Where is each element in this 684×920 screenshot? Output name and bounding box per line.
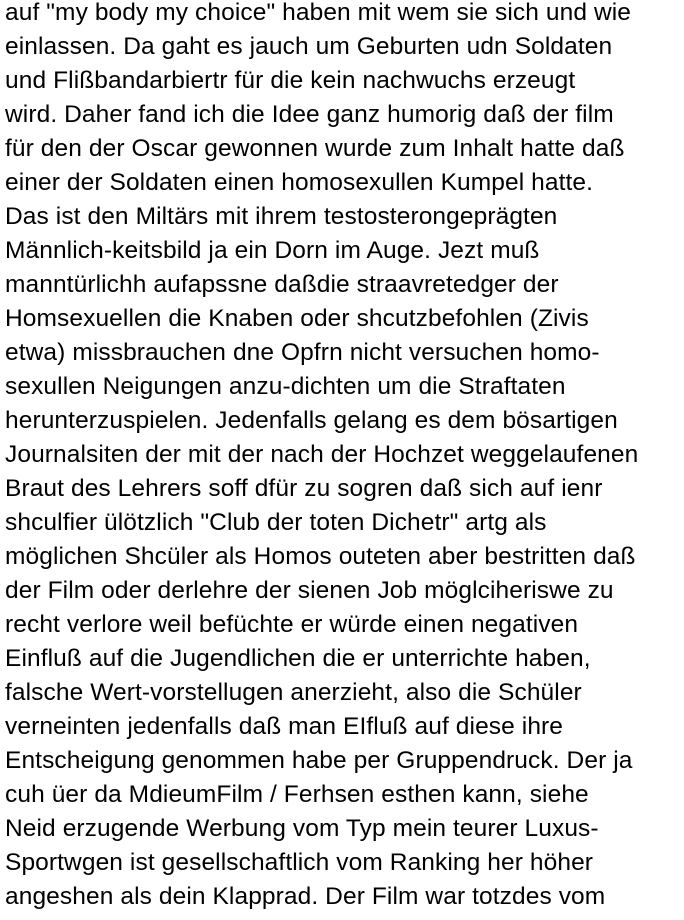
text-line: wird. Daher fand ich die Idee ganz humorig daß der film [5,101,614,128]
text-line: Homsexuellen die Knaben oder shcutzbefohlen (Zivis [5,305,589,332]
text-line: falsche Wert-vorstellugen anerzieht, also die Schüler [5,679,582,706]
text-line: Sportwgen ist gesellschaftlich vom Ranking her höher [5,849,594,876]
text-line: Entscheigung genommen habe per Gruppendruck. Der ja [5,747,633,774]
text-line: Männlich-keitsbild ja ein Dorn im Auge. Jezt muß [5,237,540,264]
text-line: herunterzuspielen. Jedenfalls gelang es dem bösartigen [5,407,618,434]
text-line: Braut des Lehrers soff dfür zu sogren daß sich auf ienr [5,475,603,502]
text-line: möglichen Shcüler als Homos outeten aber bestritten daß [5,543,636,570]
text-line: verneinten jedenfalls daß man EIfluß auf diese ihre [5,713,564,740]
text-line: recht verlore weil befüchte er würde einen negativen [5,611,579,638]
text-line: einer der Soldaten einen homosexullen Kumpel hatte. [5,169,594,196]
text-line: shculfier ülötzlich "Club der toten Dichetr" artg als [5,509,547,536]
text-line: angeshen als dein Klapprad. Der Film war totzdes vom [5,883,606,910]
text-line: für den der Oscar gewonnen wurde zum Inhalt hatte daß [5,135,625,162]
text-line: Einfluß auf die Jugendlichen die er unterrichte haben, [5,645,591,672]
text-line: der Film oder derlehre der sienen Job möglciheriswe zu [5,577,614,604]
text-line: Das ist den Miltärs mit ihrem testosterongeprägten [5,203,558,230]
text-line: und Flißbandarbiertr für die kein nachwuchs erzeugt [5,67,576,94]
document-text [5,0,681,914]
text-line: cuh üer da MdieumFilm / Ferhsen esthen kann, siehe [5,781,589,808]
text-line: auf "my body my choice" haben mit wem sie sich und wie [5,0,632,26]
text-line: sexullen Neigungen anzu-dichten um die Straftaten [5,373,566,400]
text-line: einlassen. Da gaht es jauch um Geburten udn Soldaten [5,33,613,60]
text-line: Journalsiten der mit der nach der Hochzet weggelaufenen [5,441,639,468]
text-line: etwa) missbrauchen dne Opfrn nicht versuchen homo- [5,339,600,366]
text-line: manntürlichh aufapssne daßdie straavretedger der [5,271,559,298]
text-line: Neid erzugende Werbung vom Typ mein teurer Luxus- [5,815,599,842]
